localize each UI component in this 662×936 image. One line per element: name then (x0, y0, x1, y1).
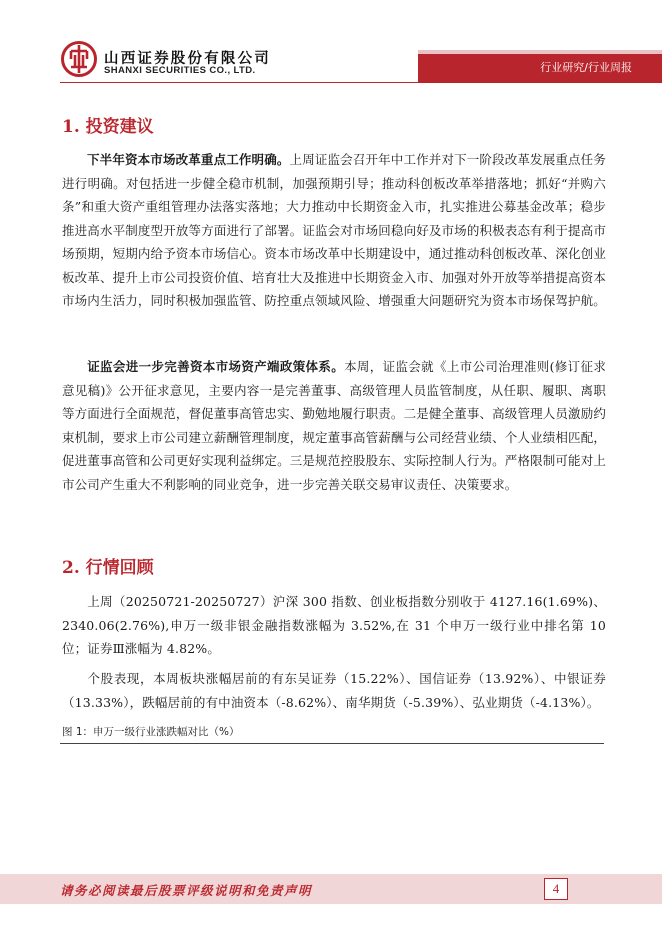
paragraph-body: 个股表现，本周板块涨幅居前的有东吴证券（15.22%）、国信证券（13.92%）、中银证券（13.33%），跌幅居前的有中油资本（-8.62%）、南华期货（-5.39%）、弘业期货（-4.13%）。 (62, 671, 606, 710)
figure-caption: 图 1：申万一级行业涨跌幅对比（%） (62, 726, 240, 738)
paragraph-stock-performance (62, 667, 606, 714)
page-header (0, 0, 662, 96)
company-name-cn: 山西证券股份有限公司 (104, 51, 271, 67)
report-type-label: 行业研究/行业周报 (540, 61, 632, 74)
header-divider (60, 82, 662, 83)
paragraph-lead: 证监会进一步完善资本市场资产端政策体系。 (87, 359, 345, 374)
company-name-en: SHANXI SECURITIES CO., LTD. (104, 65, 256, 76)
figure-caption-divider (60, 743, 604, 744)
paragraph-body: 上周（20250721-20250727）沪深 300 指数、创业板指数分别收于 4127.16(1.69%)、2340.06(2.76%),申万一级非银金融指数涨幅为 3.52%,在 31 个申万一级行业中排名第 10 位；证券Ⅲ涨幅为 4.82%。 (62, 594, 606, 656)
shanxi-securities-logo-icon (60, 40, 98, 78)
company-logo (60, 40, 271, 80)
paragraph-lead: 下半年资本市场改革重点工作明确。 (87, 152, 290, 167)
paragraph-body: 本周，证监会就《上市公司治理准则(修订征求意见稿)》公开征求意见，主要内容一是完善董事、高级管理人员监管制度，从任职、履职、离职等方面进行全面规范，督促董事高管忠实、勤勉地履行职责。二是健全董事、高级管理人员激励约束机制，要求上市公司建立薪酬管理制度，规定董事高管薪酬与公司经营业绩、个人业绩相匹配，促进董事高管和公司更好实现利益绑定。三是规范控股股东、实际控制人行为。严格限制可能对上市公司产生重大不利影响的同业竞争，进一步完善关联交易审议责任、决策要求。 (62, 359, 606, 492)
section-title-investment-advice: 1. 投资建议 (62, 117, 154, 137)
page-number: 4 (544, 878, 568, 900)
paragraph-reform-priorities (62, 148, 606, 313)
section-title-market-review: 2. 行情回顾 (62, 558, 154, 578)
paragraph-body: 上周证监会召开年中工作并对下一阶段改革发展重点任务进行明确。对包括进一步健全稳市机制，加强预期引导；推动科创板改革举措落地；抓好“并购六条”和重大资产重组管理办法落实落地；大力推动中长期资金入市，扎实推进公募基金改革；稳步推进高水平制度型开放等方面进行了部署。证监会对市场回稳向好及市场的积极表态有利于提高市场预期，短期内给予资本市场信心。资本市场改革中长期建设中，通过推动科创板改革、深化创业板改革、提升上市公司投资价值、培育壮大及推进中长期资金入市、加强对外开放等举措提高资本市场内生活力，同时积极加强监管、防控重点领域风险、增强重大问题研究为资本市场保驾护航。 (62, 152, 606, 308)
paragraph-index-performance (62, 590, 606, 661)
paragraph-policy-system (62, 355, 606, 496)
footer-disclaimer-link[interactable]: 请务必阅读最后股票评级说明和免责声明 (60, 883, 313, 898)
